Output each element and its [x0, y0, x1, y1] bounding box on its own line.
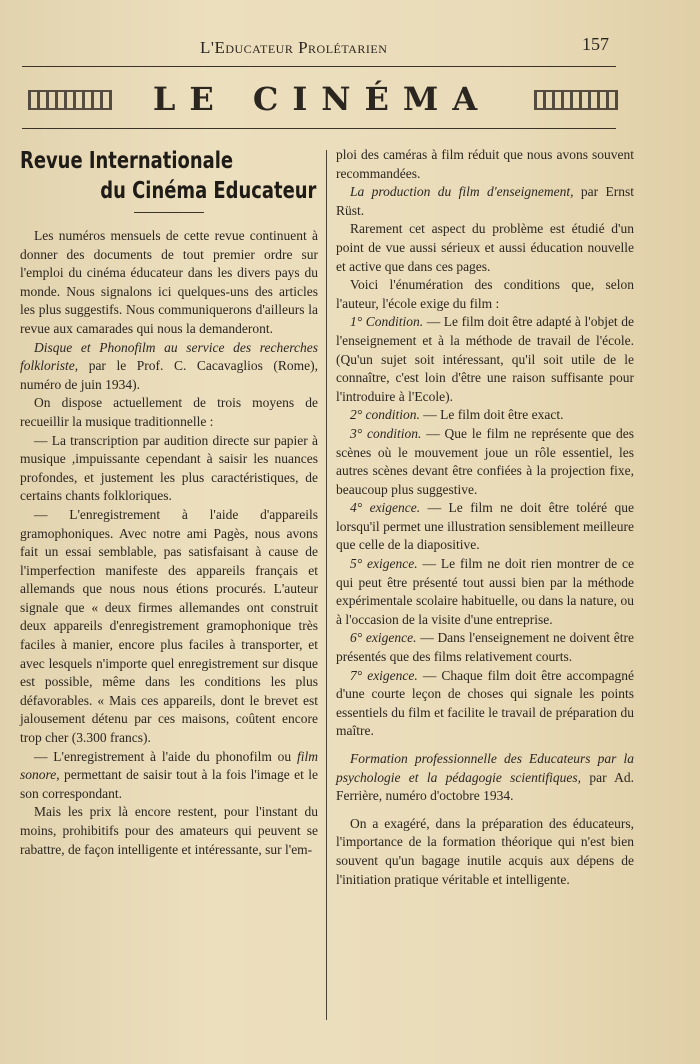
- paragraph: 2° condition. — Le film doit être exact.: [350, 407, 564, 423]
- paragraph: ploi des caméras à film réduit que nous avons souvent recommandées.: [336, 147, 634, 181]
- paragraph: Formation professionnelle des Educateurs par la psychologie et la pédagogie scientifiques, par Ad. Ferrière, numéro d'octobre 1934.: [336, 751, 635, 804]
- paragraph: Mais les prix là encore restent, pour l'instant du moins, prohibitifs pour des amateurs qui peuvent se rabattre, de façon intelligente et intéressante, sur l'em-: [20, 804, 318, 857]
- section-rule: [22, 128, 616, 129]
- section-title: LE CINÉMA: [152, 80, 492, 118]
- page-number: 157: [582, 34, 609, 54]
- left-column: [20, 146, 318, 859]
- article-title-line2: du Cinéma Educateur: [100, 178, 317, 204]
- italic-ref: film sonore: [20, 748, 318, 783]
- paragraph: Rarement cet aspect du problème est étudié d'un point de vue aussi sérieux et aussi éducation nouvelle et active que dans ces pages.: [336, 221, 634, 274]
- paragraph: 1° Condition. — Le film doit être adapté à l'objet de l'enseignement et à la méthode de travail de l'école. (Qu'un sujet soit intéressant, qu'il soit utile de le connaître, c'est loin d'être une raison suffisante pour l'introduire à l'Ecole).: [336, 314, 635, 404]
- paragraph: 4° exigence. — Le film ne doit être toléré que lorsqu'il permet une illustration sensiblement meilleure que celle de la diapositive.: [336, 500, 635, 553]
- column-divider: [326, 150, 327, 1020]
- paragraph: Disque et Phonofilm au service des recherches folkloriste, par le Prof. C. Cacavaglios (Rome), numéro de juin 1934).: [20, 339, 319, 392]
- ornament-left-icon: [28, 90, 112, 110]
- paragraph: Voici l'énumération des conditions que, selon l'auteur, l'école exige du film :: [336, 277, 634, 311]
- article-title-line1: Revue Internationale: [20, 148, 234, 174]
- header-rule: [22, 66, 616, 67]
- paragraph: Les numéros mensuels de cette revue continuent à donner des documents de tout premier ordre sur l'emploi du cinéma éducateur dans les divers pays du monde. Nous signalons ici quelques-uns des articles les plus suggestifs. Nous communiquerons d'ailleurs la revue aux camarades qui nous la demanderont.: [20, 228, 318, 336]
- paragraph: 7° exigence. — Chaque film doit être accompagné d'une courte leçon de choses qui signale les points essentiels du film et facilite le travail de préparation du maître.: [336, 667, 634, 739]
- article-title: [20, 146, 316, 206]
- right-column: [336, 146, 634, 889]
- paragraph: On dispose actuellement de trois moyens de recueillir la musique traditionnelle :: [20, 395, 318, 429]
- paragraph: 3° condition. — Que le film ne représente que des scènes où le mouvement joue un rôle essentiel, les autres scènes devant être confiées à la projection fixe, beaucoup plus suggestive.: [336, 425, 634, 497]
- paragraph: — L'enregistrement à l'aide du phonofilm ou film sonore, permettant de saisir tout à la fois l'image et le son correspondant.: [20, 748, 318, 801]
- ornament-right-icon: [534, 90, 618, 110]
- paragraph: — La transcription par audition directe sur papier à musique ,impuissante cependant à saisir les nuances profondes, et justement les plus caractéristiques, de certains chants folkloriques.: [20, 432, 318, 504]
- paragraph: 5° exigence. — Le film ne doit rien montrer de ce qui peut être présenté tout aussi bien par la méthode expérimentale scolaire habituelle, ou dans la nature, ou à l'occasion de la visite d'une entreprise.: [336, 556, 635, 627]
- title-rule: [134, 212, 204, 213]
- paragraph: 6° exigence. — Dans l'enseignement ne doivent être présentés que des films relativement courts.: [336, 630, 634, 665]
- paragraph: On a exagéré, dans la préparation des éducateurs, l'importance de la formation théorique qui n'est bien souvent qu'un bagage inutile acquis aux dépens de l'initiation pratique véritable et intelligente.: [336, 815, 634, 887]
- section-heading: [22, 76, 618, 122]
- journal-title: L'Educateur Prolétarien: [200, 38, 388, 57]
- italic-ref: Disque et Phonofilm au service des recherches folkloriste,: [20, 339, 318, 374]
- running-head: [0, 30, 700, 60]
- paragraph: — L'enregistrement à l'aide d'appareils gramophoniques. Avec notre ami Pagès, nous avons fait un essai semblable, pas satisfaisant à cause de l'imperfection manifeste des appareils français et allemands que nous nous étions procurés. L'auteur signale que « deux firmes allemandes ont construit deux appareils d'enregistrement gramophonique très faciles à manier, encore plus faciles à transporter, et avec lesquels n'importe quel enregistrement sur disque est possible, même dans les conditions les plus défavorables. « Mais ces appareils, dont le brevet est jalousement détenu par ces maisons, coûtent encore trop cher (3.300 francs).: [20, 506, 318, 746]
- paragraph: La production du film d'enseignement, par Ernst Rüst.: [336, 184, 635, 218]
